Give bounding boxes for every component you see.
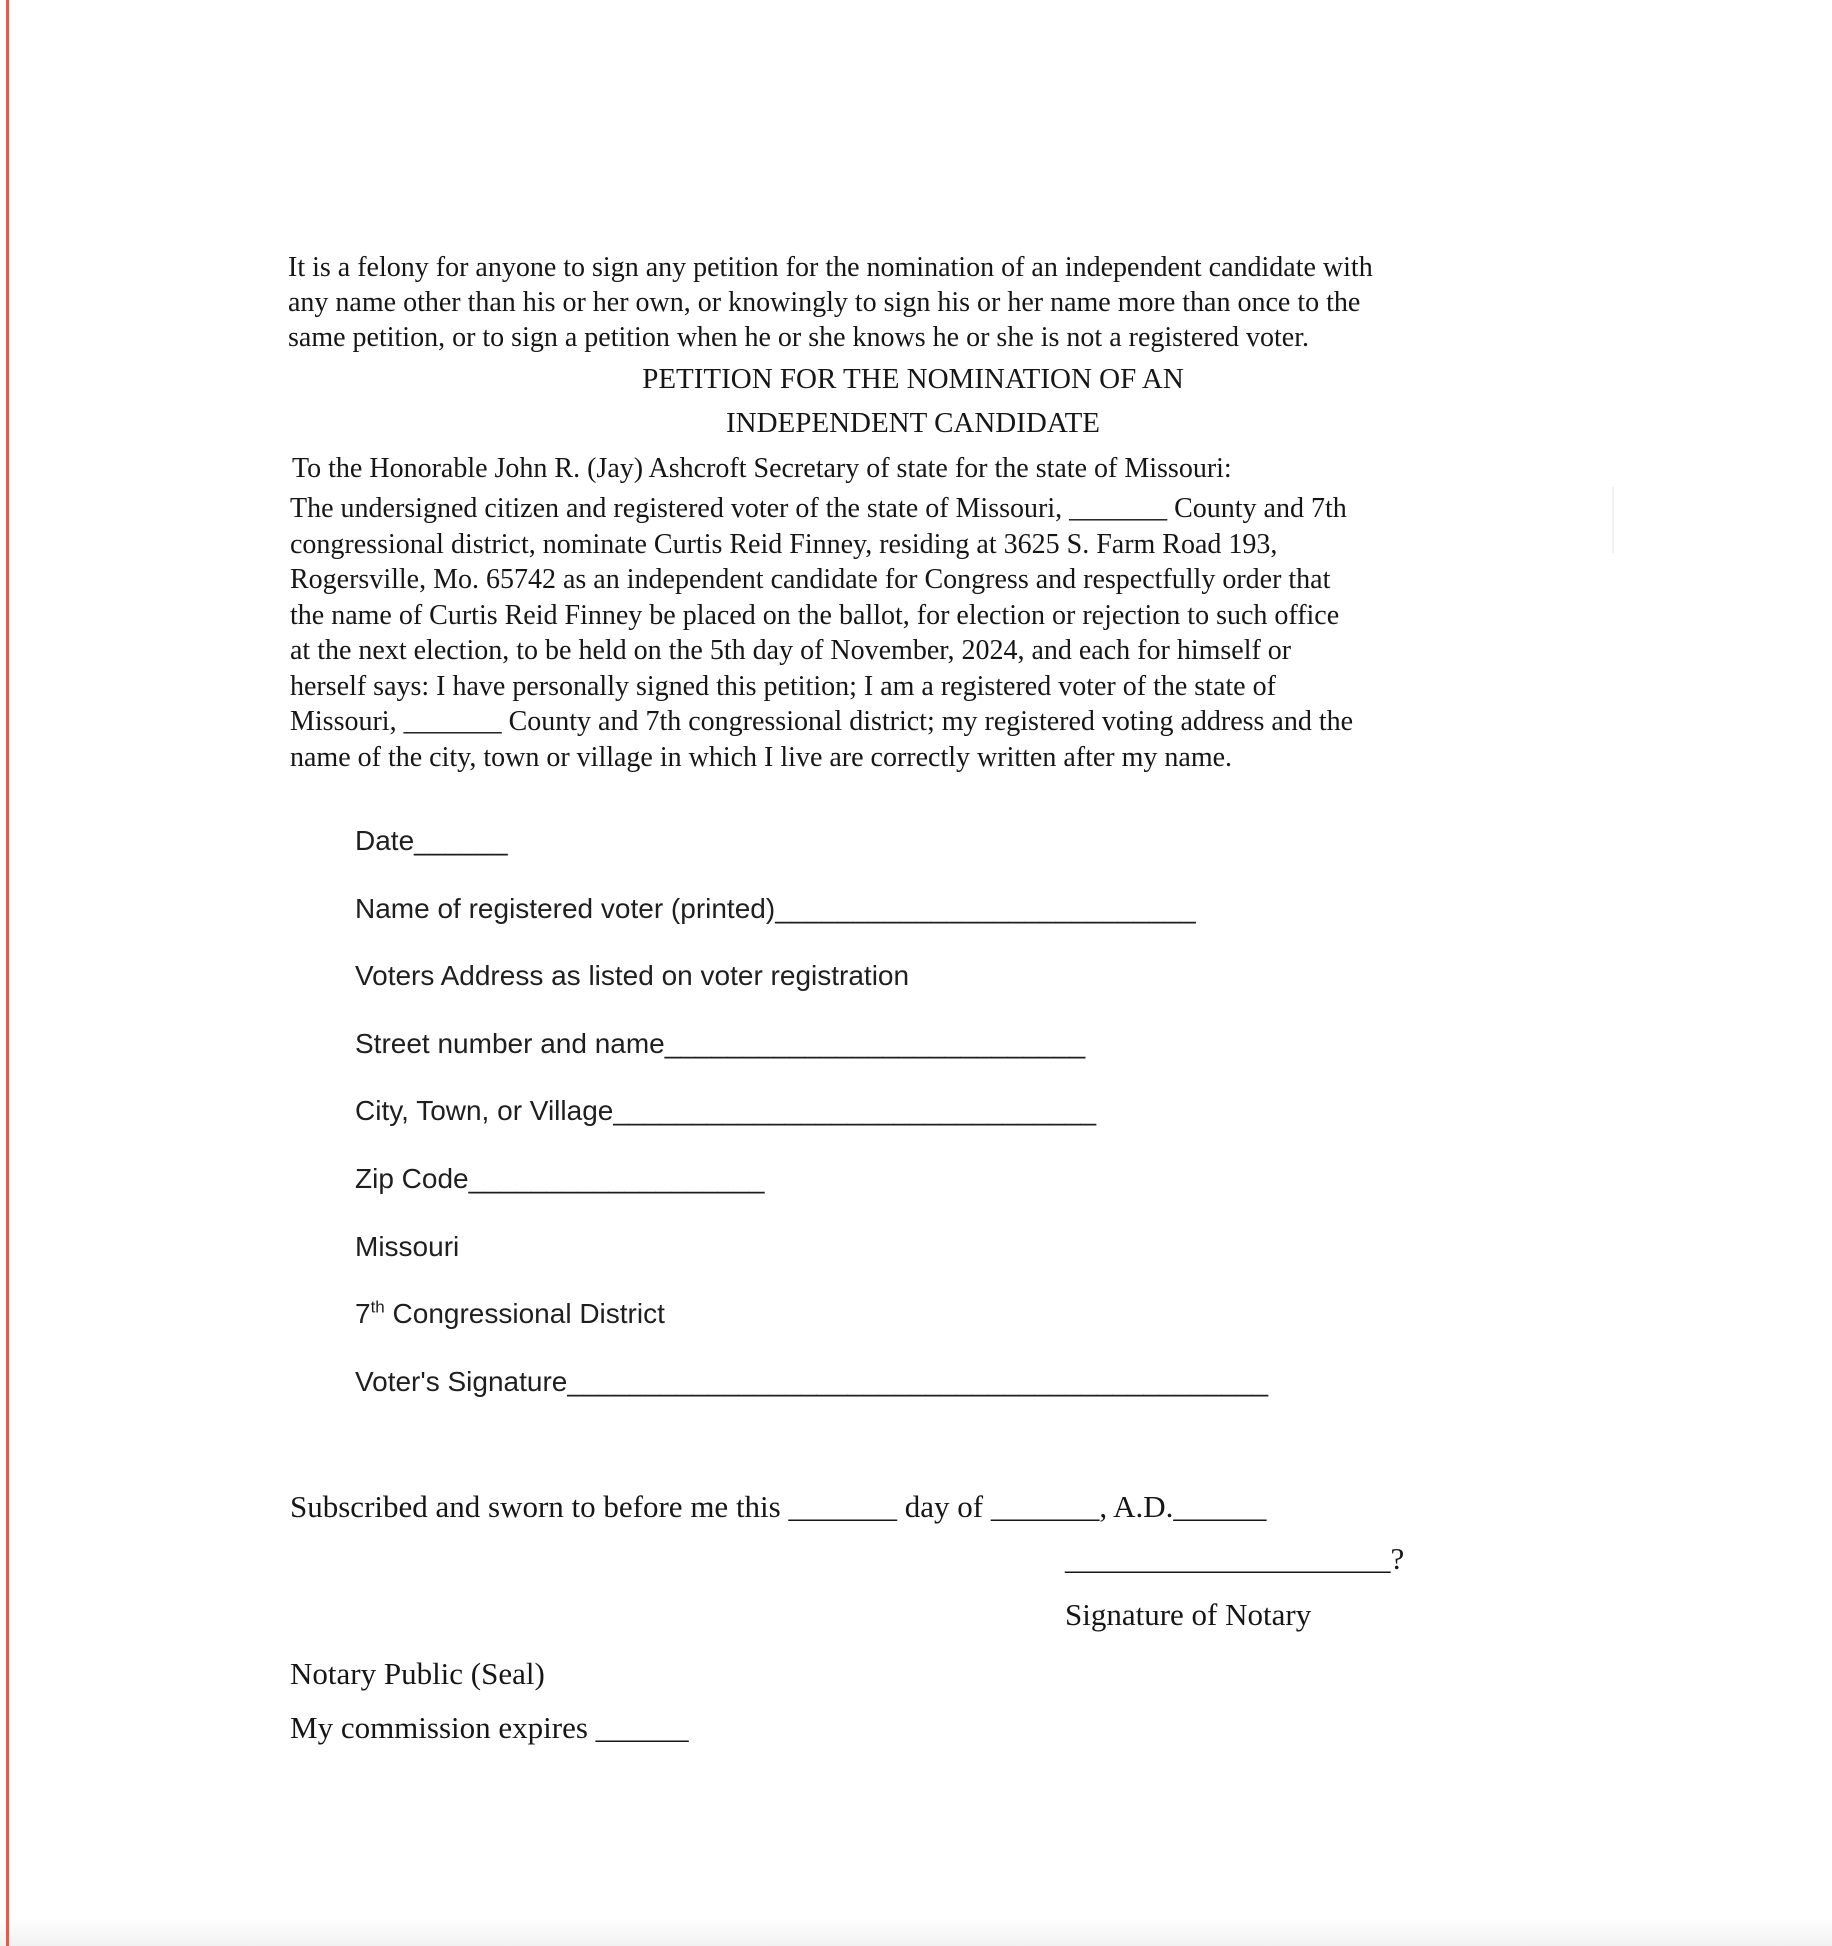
petition-title-line2: INDEPENDENT CANDIDATE [725, 407, 1100, 439]
district-label: Congressional District [384, 1298, 665, 1330]
salutation-line: To the Honorable John R. (Jay) Ashcroft Secretary of state for the state of Missouri: [292, 453, 1232, 484]
field-city-blank[interactable]: _______________________________ [613, 1095, 1097, 1127]
field-signature-blank[interactable]: _____________________________________________ [567, 1365, 1269, 1397]
field-date-blank[interactable]: ______ [414, 825, 508, 856]
field-voter-name-blank[interactable]: ___________________________ [775, 892, 1196, 924]
field-voter-signature [355, 1365, 1655, 1433]
notary-signature-blank[interactable]: _____________________? [1065, 1541, 1405, 1576]
commission-expires-line: My commission expires ______ [290, 1710, 689, 1745]
felony-warning-text: It is a felony for anyone to sign any petition for the nomination of an independent candidate with any name other than his or her own, or knowingly to sign his or her name more than once to the same petition, or to sign a petition when he or she knows he or she is not a registered voter. [288, 252, 1373, 353]
left-scan-edge-red-line [6, 0, 9, 1946]
field-voter-name [355, 892, 1655, 960]
field-state-missouri [355, 1230, 1655, 1298]
field-signature-label: Voter's Signature [355, 1365, 568, 1397]
field-zip-code [355, 1162, 1655, 1230]
bottom-page-shadow [0, 1918, 1832, 1946]
district-number: 7 [355, 1298, 371, 1330]
field-city-town-village [355, 1094, 1655, 1162]
field-street-label: Street number and name [355, 1027, 665, 1059]
field-congressional-district [355, 1297, 1655, 1365]
field-date [355, 824, 1655, 892]
field-voter-address-label: Voters Address as listed on voter registration [355, 960, 910, 992]
field-city-label: City, Town, or Village [355, 1095, 614, 1127]
field-state-label: Missouri [355, 1230, 460, 1262]
petition-body-text: The undersigned citizen and registered voter of the state of Missouri, _______ County and 7th congressional district, nominate Curtis Reid Finney, residing at 3625 S. Farm Road 193, Rogersville, Mo. 65742 as an independent candidate for Congress and respectfully order that the name of Curtis Reid Finney be placed on the ballot, for election or rejection to such office at the next election, to be held on the 5th day of November, 2024, and each for himself or herself says: I have personally signed this petition; I am a registered voter of the state of Missouri, _______ County and 7th congressional district; my registered voting address and the name of the city, town or village in which I live are correctly written after my name. [290, 493, 1354, 773]
petition-title-line1: PETITION FOR THE NOMINATION OF AN [642, 363, 1184, 395]
notary-public-seal-label: Notary Public (Seal) [290, 1656, 545, 1691]
voter-info-fields [355, 824, 1655, 1432]
faint-page-artifact-line [1612, 487, 1614, 553]
field-voter-name-label: Name of registered voter (printed) [355, 892, 776, 924]
field-street-blank[interactable]: ___________________________ [664, 1027, 1086, 1059]
field-date-label: Date [355, 825, 415, 856]
district-ordinal-suffix: th [370, 1297, 385, 1317]
notary-sworn-statement: Subscribed and sworn to before me this _______ day of _______, A.D.______ [290, 1489, 1267, 1524]
notary-signature-label: Signature of Notary [1065, 1597, 1312, 1632]
field-zip-blank[interactable]: ___________________ [468, 1162, 765, 1194]
field-street [355, 1027, 1655, 1095]
field-zip-label: Zip Code [355, 1162, 469, 1194]
field-voter-address-heading [355, 959, 1655, 1027]
